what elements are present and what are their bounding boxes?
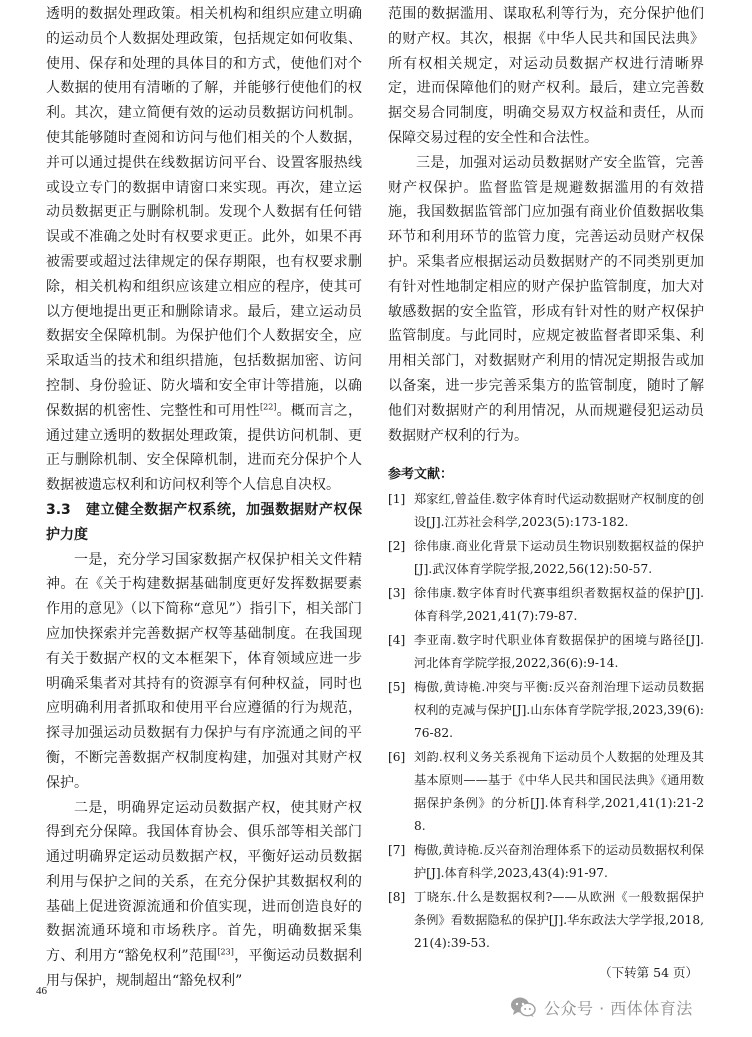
reference-number: [2]	[388, 539, 406, 554]
reference-text: 刘韵.权利义务关系视角下运动员个人数据的处理及其基本原则——基于《中华人民共和国民法典》《通用数据保护条例》的分析[J].体育科学,2021,41(1):21-28.	[414, 750, 704, 834]
reference-number: [6]	[388, 750, 406, 765]
reference-text: 郑家红,曾益佳.数字体育时代运动数据财产权制度的创设[J].江苏社会科学,2023(5):173-182.	[414, 492, 704, 530]
references-title: 参考文献：	[388, 467, 454, 483]
reference-text: 梅傲,黄诗桅.反兴奋剂治理体系下的运动员数据权利保护[J].体育科学,2023,43(4):91-97.	[414, 843, 704, 881]
paragraph: 三是，加强对运动员数据财产安全监管，完善财产权保护。监督监管是规避数据滥用的有效措施，我国数据监管部门应加强有商业价值数据收集环节和利用环节的监管力度，完善运动员财产权保护。采集者应根据运动员数据财产的不同类别更加有针对性地制定相应的财产保护监管制度，加大对敏感数据的安全监管，形成有针对性的财产权保护监管制度。与此同时，应规定被监督者即采集、利用相关部门，对数据财产利用的情况定期报告或加以备案，进一步完善采集方的监管制度，随时了解他们对数据财产的利用情况，从而规避侵犯运动员数据财产权利的行为。	[388, 154, 704, 444]
section-heading: 3.3 建立健全数据产权系统，加强数据财产权保护力度	[46, 501, 362, 543]
reference-item	[388, 629, 704, 675]
reference-item	[388, 746, 704, 838]
reference-item	[388, 535, 704, 581]
wechat-icon	[510, 996, 536, 1018]
paragraph	[46, 2, 362, 498]
paragraph-text: 透明的数据处理政策。相关机构和组织应建立明确的运动员个人数据处理政策，包括规定如何收集、使用、保存和处理的具体目的和方式，使他们对个人数据的使用有清晰的了解，并能够行使他们的权利。其次，建立简便有效的运动员数据访问机制。使其能够随时查阅和访问与他们相关的个人数据，并可以通过提供在线数据访问平台、设置客服热线或设立专门的数据申请窗口来实现。再次，建立运动员数据更正与删除机制。发现个人数据有任何错误或不准确之处时有权要求更正。此外，如果不再被需要或超过法律规定的保存期限，也有权要求删除，相关机构和组织应该建立相应的程序，使其可以方便地提出更正和删除请求。最后，建立运动员数据安全保障机制。为保护他们个人数据安全，应采取适当的技术和组织措施，包括数据加密、访问控制、身份验证、防火墙和安全审计等措施，以确保数据的机密性、完整性和可用性	[46, 6, 362, 419]
reference-text: 李亚南.数字时代职业体育数据保护的困境与路径[J].河北体育学院学报,2022,36(6):9-14.	[414, 633, 704, 671]
reference-number: [8]	[388, 890, 406, 905]
reference-list	[388, 488, 704, 955]
reference-number: [7]	[388, 843, 406, 858]
watermark-text: 公众号 · 西体体育法	[544, 998, 693, 1018]
citation[interactable]: [22]	[259, 402, 277, 412]
reference-item	[388, 676, 704, 745]
reference-number: [1]	[388, 492, 406, 507]
reference-text: 徐伟康.商业化背景下运动员生物识别数据权益的保护[J].武汉体育学院学报,2022,56(12):50-57.	[414, 539, 704, 577]
reference-number: [3]	[388, 586, 406, 601]
reference-item	[388, 886, 704, 955]
watermark	[510, 993, 693, 1021]
paragraph-text: 。概而言之，通过建立透明的数据处理政策，提供访问机制、更正与删除机制、安全保障机制，进而充分保护个人数据被遗忘权利和访问权利等个人信息自决权。	[46, 402, 362, 494]
paragraph	[46, 796, 362, 994]
reference-item	[388, 582, 704, 628]
paragraph: 范围的数据滥用、谋取私利等行为，充分保护他们的财产权。其次，根据《中华人民共和国民法典》所有权相关规定，对运动员数据产权进行清晰界定，进而保障他们的财产权利。最后，建立完善数据交易合同制度，明确交易双方权益和责任，从而保障交易过程的安全性和合法性。	[388, 6, 704, 146]
left-column	[46, 2, 362, 994]
reference-item	[388, 488, 704, 534]
paragraph-text: 二是，明确界定运动员数据产权，使其财产权得到充分保障。我国体育协会、俱乐部等相关部门通过明确界定运动员数据产权，平衡好运动员数据利用与保护之间的关系，在充分保护其数据权利的基础上促进资源流通和价值实现，进而创造良好的数据流通环境和市场秩序。首先，明确数据采集方、利用方“豁免权利”范围	[46, 799, 362, 965]
paragraph-text: ，平衡运动员数据利用与保护，规制超出“豁免权利”	[46, 948, 362, 990]
right-column	[388, 2, 704, 985]
citation[interactable]: [23]	[217, 947, 234, 957]
reference-text: 丁晓东.什么是数据权利?——从欧洲《一般数据保护条例》看数据隐私的保护[J].华东政法大学学报,2018,21(4):39-53.	[414, 890, 704, 951]
page-number: 46	[36, 985, 47, 997]
reference-text: 梅傲,黄诗桅.冲突与平衡:反兴奋剂治理下运动员数据权利的克减与保护[J].山东体育学院学报,2023,39(6):76-82.	[414, 680, 704, 741]
reference-text: 徐伟康.数字体育时代赛事组织者数据权益的保护[J].体育科学,2021,41(7):79-87.	[414, 586, 704, 624]
reference-number: [5]	[388, 680, 406, 695]
continued-note: （下转第 54 页）	[599, 965, 698, 981]
reference-number: [4]	[388, 633, 406, 648]
paragraph: 一是，充分学习国家数据产权保护相关文件精神。在《关于构建数据基础制度更好发挥数据要素作用的意见》（以下简称“意见”）指引下，相关部门应加快探索并完善数据产权等基础制度。在我国现有关于数据产权的文本框架下，体育领域应进一步明确采集者对其持有的资源享有何种权益，同时也应明确利用者抓取和使用平台应遵循的行为规范，探寻加强运动员数据有力保护与有序流通之间的平衡，不断完善数据产权制度构建，加强对其财产权保护。	[46, 551, 362, 791]
reference-item	[388, 839, 704, 885]
